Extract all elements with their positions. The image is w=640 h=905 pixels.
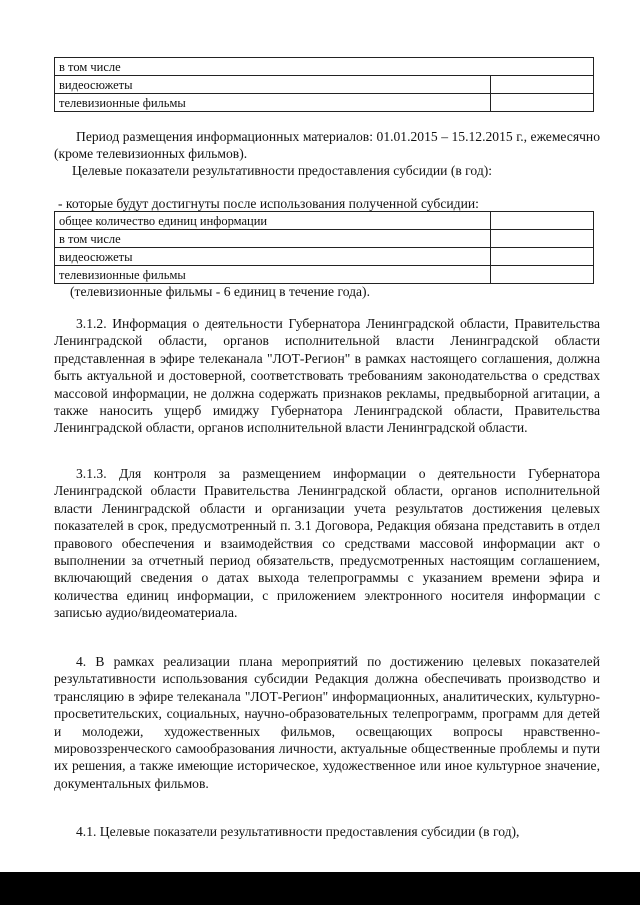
- table-row: [55, 94, 594, 112]
- table-cell-label: видеосюжеты: [55, 248, 491, 266]
- table-cell-value: [491, 230, 594, 248]
- table-row: [55, 230, 594, 248]
- scan-border: [0, 872, 640, 905]
- table-row: [55, 58, 594, 76]
- table-cell-label: телевизионные фильмы: [55, 266, 491, 284]
- table-row: [55, 248, 594, 266]
- indicators-table-bottom: [54, 211, 594, 284]
- table-cell-value: [491, 94, 594, 112]
- table-row: [55, 212, 594, 230]
- table-cell-value: [491, 266, 594, 284]
- table-row: [55, 76, 594, 94]
- table-cell-value: [491, 248, 594, 266]
- tv-films-note: (телевизионные фильмы - 6 единиц в течение года).: [70, 284, 370, 299]
- clause-4: 4. В рамках реализации плана мероприятий по достижению целевых показателей результативности использования субсидии Редакция должна обеспечивать производство и трансляцию в эфире телеканала "ЛОТ-Регион" информационных, аналитических, культурно-просветительских, социальных, научно-образовательных телепрограмм, программ для детей и молодежи, художественных фильмов, освещающих вопросы нравственно-мировоззренческого самообразования личности, актуальные общественные проблемы и пути их решения, а также имеющие историческое, художественное или иное культурное значение, документальных фильмов.: [54, 654, 600, 791]
- table-cell-label: телевизионные фильмы: [55, 94, 491, 112]
- clause-3-1-3: 3.1.3. Для контроля за размещением информации о деятельности Губернатора Ленинградской области Правительства Ленинградской области, органов исполнительной власти Ленинградской области и организации учета результатов достижения целевых показателей в срок, предусмотренный п. 3.1 Договора, Редакция обязана представить в отдел правового обеспечения и взаимодействия со средствами массовой информации акт о выполнении за отчетный период обязательств, предусмотренных настоящим соглашением, включающий сведения о датах выхода телепрограммы с указанием времени эфира и количества единиц информации, с приложением электронного носителя информации с записью аудио/видеоматериала.: [54, 466, 600, 621]
- after-subsidy-line: - которые будут достигнуты после использования полученной субсидии:: [58, 196, 479, 211]
- table-cell-value: [491, 212, 594, 230]
- clause-3-1-2: 3.1.2. Информация о деятельности Губернатора Ленинградской области, Правительства Ленинградской области, органов исполнительной власти Ленинградской области представленная в эфире телеканала "ЛОТ-Регион" в рамках настоящего соглашения, должна быть актуальной и достоверной, соответствовать требованиям законодательства о средствах массовой информации, не должна содержать признаков рекламы, предвыборной агитации, а также наносить ущерб имиджу Губернатора Ленинградской области, Правительства Ленинградской области, органов исполнительной власти Ленинградской области.: [54, 316, 600, 436]
- indicators-table-top: [54, 57, 594, 112]
- table-cell-label: в том числе: [55, 230, 491, 248]
- table-cell-value: [491, 76, 594, 94]
- table-cell-label: видеосюжеты: [55, 76, 491, 94]
- clause-4-1: 4.1. Целевые показатели результативности предоставления субсидии (в год),: [76, 824, 520, 839]
- table-cell-label: общее количество единиц информации: [55, 212, 491, 230]
- table-row: [55, 266, 594, 284]
- targets-heading: Целевые показатели результативности предоставления субсидии (в год):: [72, 163, 493, 178]
- table-cell-label: в том числе: [55, 58, 594, 76]
- period-paragraph: Период размещения информационных материалов: 01.01.2015 – 15.12.2015 г., ежемесячно (кроме телевизионных фильмов).: [54, 129, 600, 162]
